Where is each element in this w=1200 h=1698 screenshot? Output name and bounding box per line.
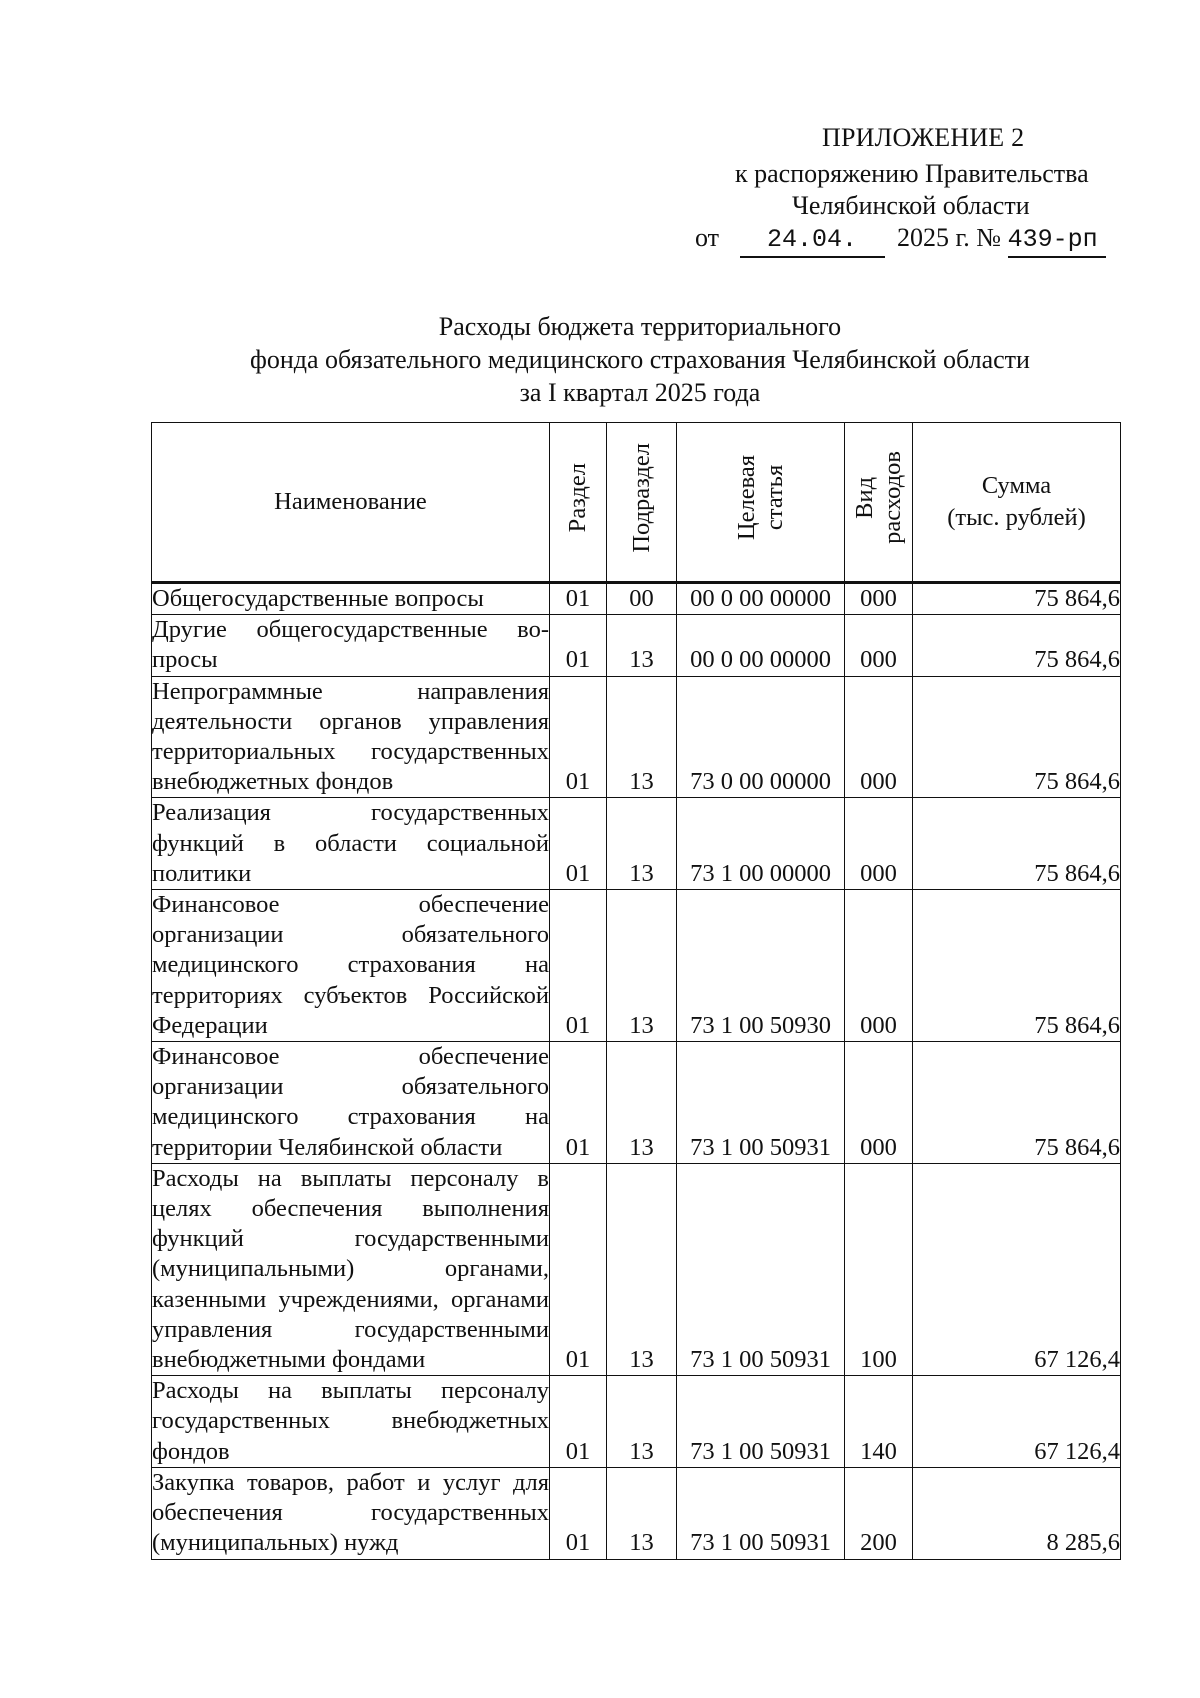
table-row [152, 615, 1121, 676]
row-name: Непрограммные направления деятельности органов управления территориальных государственных внебюджетных фондов [152, 676, 550, 798]
appendix-line-1: к распоряжению Правительства [735, 159, 1089, 188]
row-expense-kind: 140 [845, 1376, 913, 1468]
row-section: 01 [550, 1163, 607, 1375]
row-name: Финансовое обеспечение организации обязательного медицинского страхования на территории Челябинской области [152, 1042, 550, 1164]
header-kind: Вид расходов [845, 423, 913, 583]
row-expense-kind: 200 [845, 1467, 913, 1559]
decree-number: 439-рп [1008, 224, 1106, 258]
row-section: 01 [550, 615, 607, 676]
row-sum: 67 126,4 [913, 1376, 1121, 1468]
row-target-article: 73 1 00 50931 [677, 1042, 845, 1164]
table-row [152, 1467, 1121, 1559]
row-section: 01 [550, 583, 607, 615]
row-name: Другие общегосударственные во-просы [152, 615, 550, 676]
table-row [152, 583, 1121, 615]
header-sum: Сумма (тыс. рублей) [913, 423, 1121, 583]
row-sum: 75 864,6 [913, 890, 1121, 1042]
row-subsection: 13 [607, 1163, 677, 1375]
table-row [152, 890, 1121, 1042]
row-expense-kind: 000 [845, 676, 913, 798]
row-sum: 75 864,6 [913, 615, 1121, 676]
row-name: Расходы на выплаты персоналу в целях обеспечения выполнения функций государственными (муниципальными) органами, казенными учреждениями, органами управления государственными внебюджетными фондами [152, 1163, 550, 1375]
table-header-row [152, 423, 1121, 583]
decree-year: 2025 г. № [897, 223, 1002, 252]
row-expense-kind: 000 [845, 615, 913, 676]
row-target-article: 73 1 00 50931 [677, 1467, 845, 1559]
row-sum: 67 126,4 [913, 1163, 1121, 1375]
row-subsection: 13 [607, 798, 677, 890]
from-label: от [695, 223, 720, 252]
row-sum: 75 864,6 [913, 676, 1121, 798]
appendix-title: ПРИЛОЖЕНИЕ 2 [822, 123, 1025, 152]
row-name: Финансовое обеспечение организации обязательного медицинского страхования на территориях субъектов Российской Федерации [152, 890, 550, 1042]
row-sum: 75 864,6 [913, 1042, 1121, 1164]
header-section: Раздел [550, 423, 607, 583]
document-title-line-1: Расходы бюджета территориального [438, 312, 842, 341]
row-target-article: 73 1 00 50930 [677, 890, 845, 1042]
row-subsection: 13 [607, 676, 677, 798]
row-target-article: 73 1 00 00000 [677, 798, 845, 890]
row-target-article: 00 0 00 00000 [677, 615, 845, 676]
row-sum: 75 864,6 [913, 583, 1121, 615]
row-name: Закупка товаров, работ и услуг для обеспечения государственных (муниципальных) нужд [152, 1467, 550, 1559]
row-expense-kind: 100 [845, 1163, 913, 1375]
table-row [152, 1042, 1121, 1164]
document-title-line-3: за I квартал 2025 года [519, 378, 761, 407]
row-target-article: 73 1 00 50931 [677, 1376, 845, 1468]
table-row [152, 1163, 1121, 1375]
row-name: Расходы на выплаты персоналу государственных внебюджетных фондов [152, 1376, 550, 1468]
table-body [152, 583, 1121, 1560]
table-row [152, 1376, 1121, 1468]
row-expense-kind: 000 [845, 798, 913, 890]
row-section: 01 [550, 1467, 607, 1559]
row-subsection: 13 [607, 615, 677, 676]
appendix-line-2: Челябинской области [792, 191, 1030, 220]
row-sum: 8 285,6 [913, 1467, 1121, 1559]
header-subsection: Подраздел [607, 423, 677, 583]
budget-table [151, 422, 1121, 1560]
header-name: Наименование [152, 423, 550, 583]
row-subsection: 13 [607, 1042, 677, 1164]
decree-date: 24.04. [740, 224, 885, 258]
row-target-article: 73 0 00 00000 [677, 676, 845, 798]
row-section: 01 [550, 890, 607, 1042]
row-name: Общегосударственные вопросы [152, 583, 550, 615]
table-row [152, 676, 1121, 798]
row-target-article: 00 0 00 00000 [677, 583, 845, 615]
row-subsection: 00 [607, 583, 677, 615]
appendix-date-line [695, 222, 1106, 258]
document-title-line-2: фонда обязательного медицинского страхования Челябинской области [250, 345, 1030, 374]
row-section: 01 [550, 1042, 607, 1164]
row-expense-kind: 000 [845, 890, 913, 1042]
row-subsection: 13 [607, 1467, 677, 1559]
header-target: Целевая статья [677, 423, 845, 583]
row-expense-kind: 000 [845, 1042, 913, 1164]
row-section: 01 [550, 1376, 607, 1468]
row-name: Реализация государственных функций в области социальной политики [152, 798, 550, 890]
table-row [152, 798, 1121, 890]
row-section: 01 [550, 676, 607, 798]
row-section: 01 [550, 798, 607, 890]
row-subsection: 13 [607, 890, 677, 1042]
row-expense-kind: 000 [845, 583, 913, 615]
row-subsection: 13 [607, 1376, 677, 1468]
row-target-article: 73 1 00 50931 [677, 1163, 845, 1375]
row-sum: 75 864,6 [913, 798, 1121, 890]
